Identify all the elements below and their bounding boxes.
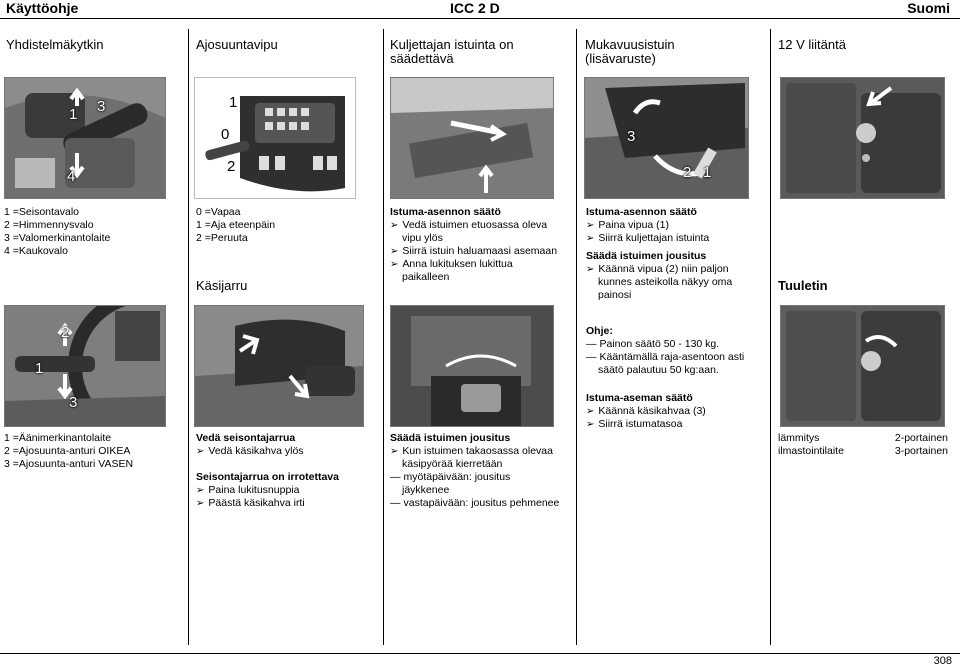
photo-label: 1 bbox=[69, 106, 78, 123]
column-title-combination-switch: Yhdistelmäkytkin bbox=[6, 37, 104, 52]
photo-combination-switch bbox=[4, 77, 166, 199]
photo-label: 2 bbox=[683, 164, 692, 181]
weight-note: Ohje: — Painon säätö 50 - 130 kg. — Kääntämällä raja-asentoon asti säätö palautuu 50 kg:aan. bbox=[586, 325, 744, 377]
column-title-driver-seat: Kuljettajan istuinta on säädettävä bbox=[390, 37, 514, 66]
photo-seat-suspension-knob bbox=[390, 305, 554, 427]
manual-title: Käyttöohje bbox=[6, 0, 79, 16]
footer-rule bbox=[0, 653, 960, 654]
photo-fan-switch bbox=[780, 305, 945, 427]
fan-settings-table bbox=[778, 432, 948, 458]
photo-direction-lever bbox=[194, 77, 356, 199]
photo-handbrake bbox=[194, 305, 364, 427]
column-title-12v-socket: 12 V liitäntä bbox=[778, 37, 846, 52]
seat-suspension-instructions: Säädä istuimen jousitus ➢ Kun istuimen takaosassa olevaa käsipyörää kierretään — myötäpäivään: jousitus jäykkenee — vastapäivään: jousitus pehmenee bbox=[390, 432, 559, 510]
direction-lever-legend: 0 =Vapaa 1 =Aja eteenpäin 2 =Peruuta bbox=[196, 206, 276, 244]
seat-base-instructions: Istuma-aseman säätö ➢ Käännä käsikahvaa (3) ➢ Siirrä istumatasoa bbox=[586, 392, 706, 431]
photo-label: 1 bbox=[35, 360, 44, 377]
photo-label: 0 bbox=[221, 126, 230, 143]
photo-label: 4 bbox=[67, 168, 76, 185]
comfort-seat-instructions: Istuma-asennon säätö ➢ Paina vipua (1) ➢ Siirrä kuljettajan istuinta Säädä istuimen jousitus ➢ Käännä vipua (2) niin paljon kunnes asteikolla näkyy oma painosi bbox=[586, 206, 732, 302]
column-title-comfort-seat: Mukavuusistuin (lisävaruste) bbox=[585, 37, 675, 66]
column-divider bbox=[770, 29, 771, 645]
photo-label: 1 bbox=[229, 94, 238, 111]
photo-label: 2 bbox=[227, 158, 236, 175]
light-switch-legend: 1 =Seisontavalo 2 =Himmennysvalo 3 =Valomerkinantolaite 4 =Kaukovalo bbox=[4, 206, 111, 257]
seat-position-instructions: Istuma-asennon säätö ➢ Vedä istuimen etuosassa oleva vipu ylös ➢ Siirrä istuin haluamaasi asemaan ➢ Anna lukituksen lukittua paikalleen bbox=[390, 206, 557, 284]
photo-label: 3 bbox=[69, 394, 78, 411]
column-divider bbox=[576, 29, 577, 645]
photo-label: 3 bbox=[97, 98, 106, 115]
photo-steering-column bbox=[4, 305, 166, 427]
photo-label: 3 bbox=[627, 128, 636, 145]
fan-row-heating: lämmitys 2-portainen bbox=[778, 432, 948, 444]
photo-seat-lever bbox=[390, 77, 554, 199]
header-rule bbox=[0, 18, 960, 19]
photo-label: 2 bbox=[61, 324, 70, 341]
model-name: ICC 2 D bbox=[450, 0, 500, 16]
handbrake-instructions: Vedä seisontajarrua ➢ Vedä käsikahva ylös Seisontajarrua on irrotettava ➢ Paina lukitusnuppia ➢ Päästä käsikahva irti bbox=[196, 432, 339, 510]
fan-title: Tuuletin bbox=[778, 278, 828, 293]
fan-row-ac: ilmastointilaite 3-portainen bbox=[778, 445, 948, 457]
photo-comfort-seat bbox=[584, 77, 749, 199]
photo-label: 1 bbox=[703, 164, 712, 181]
column-title-direction-lever: Ajosuuntavipu bbox=[196, 37, 278, 52]
column-divider bbox=[383, 29, 384, 645]
column-divider bbox=[188, 29, 189, 645]
handbrake-title: Käsijarru bbox=[196, 278, 248, 293]
language: Suomi bbox=[907, 0, 950, 16]
page-number: 308 bbox=[933, 655, 952, 667]
photo-12v-socket bbox=[780, 77, 945, 199]
direction-sensor-legend: 1 =Äänimerkinantolaite 2 =Ajosuunta-anturi OIKEA 3 =Ajosuunta-anturi VASEN bbox=[4, 432, 134, 470]
